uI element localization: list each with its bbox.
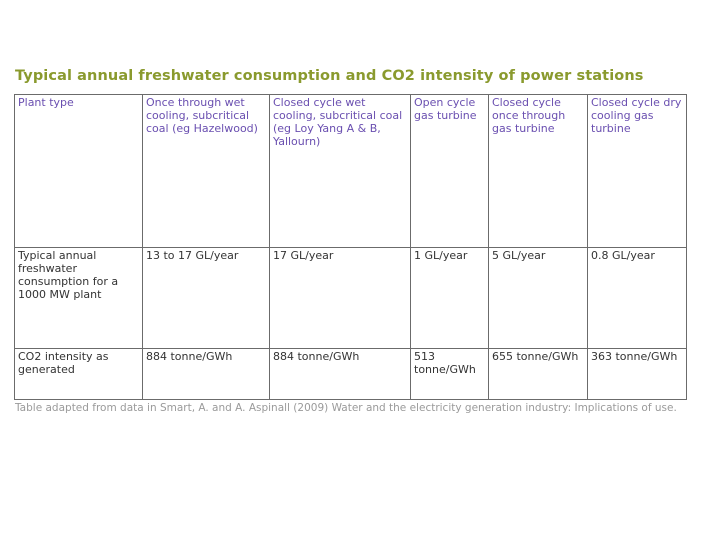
- table-cell: 884 tonne/GWh: [270, 349, 411, 400]
- table-header-cell: Closed cycle once through gas turbine: [489, 95, 588, 248]
- table-cell: 884 tonne/GWh: [143, 349, 270, 400]
- table-header-cell: Open cycle gas turbine: [411, 95, 489, 248]
- table-header-cell: Once through wet cooling, subcritical coal (eg Hazelwood): [143, 95, 270, 248]
- table-cell: 0.8 GL/year: [588, 248, 687, 349]
- row-label: Typical annual freshwater consumption for a 1000 MW plant: [15, 248, 143, 349]
- table-cell: 363 tonne/GWh: [588, 349, 687, 400]
- data-table: [14, 94, 687, 400]
- table-cell: 513 tonne/GWh: [411, 349, 489, 400]
- table-header-cell: Closed cycle wet cooling, subcritical coal (eg Loy Yang A & B, Yallourn): [270, 95, 411, 248]
- table-cell: 13 to 17 GL/year: [143, 248, 270, 349]
- table-header-cell: Closed cycle dry cooling gas turbine: [588, 95, 687, 248]
- table-row: [15, 248, 687, 349]
- table-cell: 1 GL/year: [411, 248, 489, 349]
- table-cell: 5 GL/year: [489, 248, 588, 349]
- page-title: Typical annual freshwater consumption and CO2 intensity of power stations: [15, 68, 644, 84]
- table-cell: 655 tonne/GWh: [489, 349, 588, 400]
- row-label: CO2 intensity as generated: [15, 349, 143, 400]
- table-cell: 17 GL/year: [270, 248, 411, 349]
- table-caption: Table adapted from data in Smart, A. and A. Aspinall (2009) Water and the electricity generation industry: Implications of use.: [15, 402, 677, 414]
- table-header-cell: Plant type: [15, 95, 143, 248]
- table-row: [15, 349, 687, 400]
- table-header-row: [15, 95, 687, 248]
